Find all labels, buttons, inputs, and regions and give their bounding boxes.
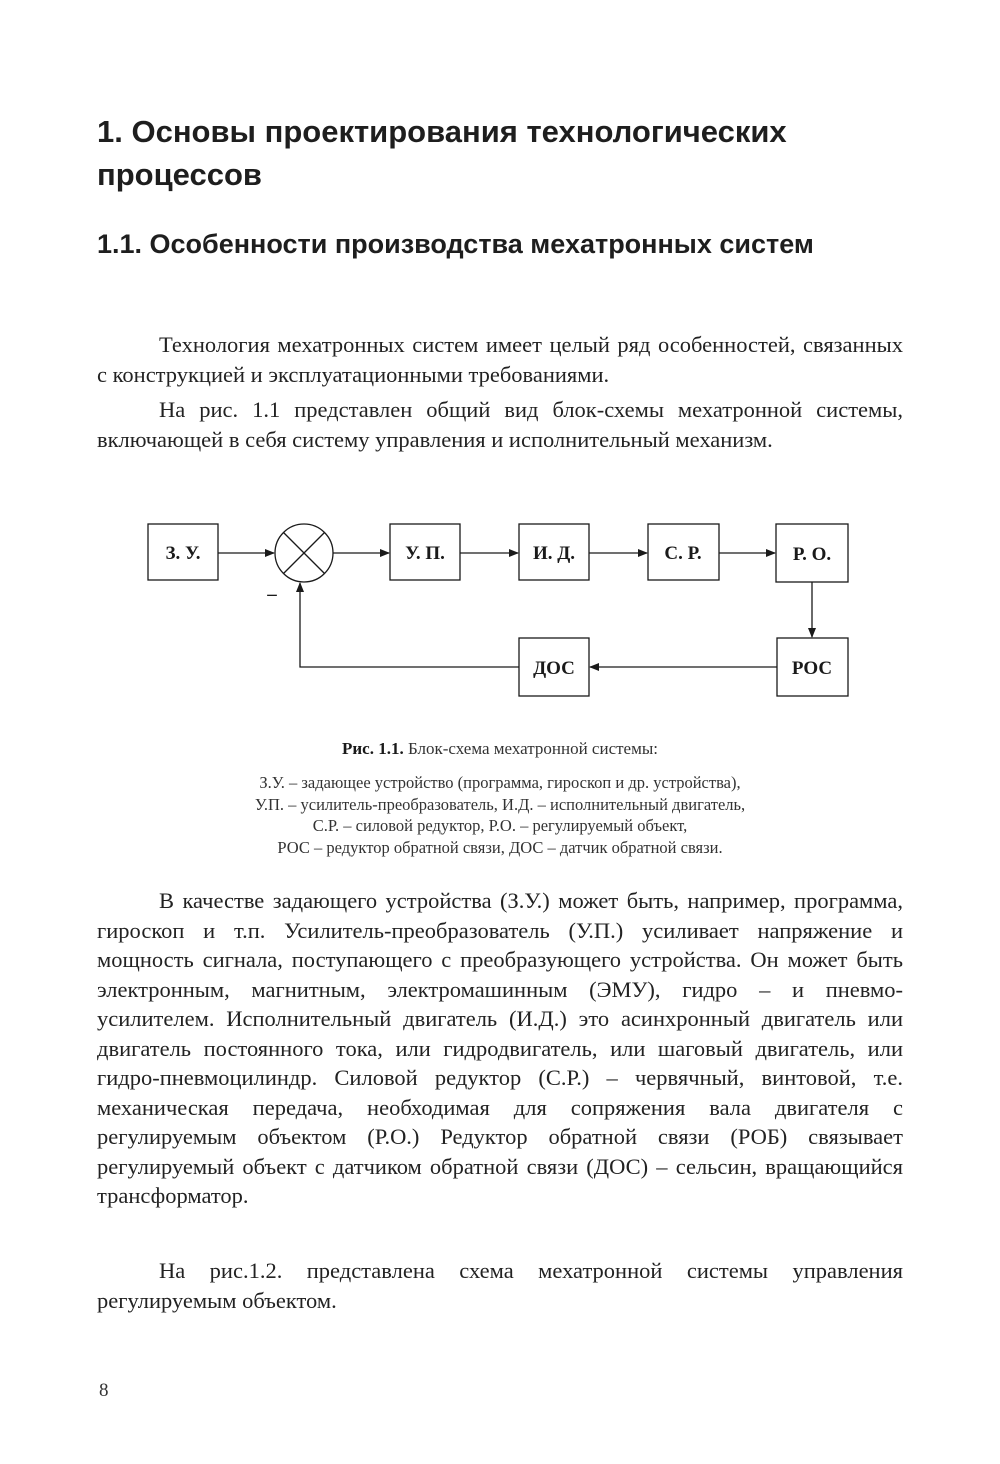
arrow-dos-to-sum (300, 583, 519, 667)
figure-caption (100, 738, 900, 760)
block-dos-label: ДОС (533, 658, 575, 679)
block-diagram (0, 510, 1000, 720)
body-paragraph: В качестве задающего устройства (З.У.) может быть, например, программа, гироскоп и т.п. Усилитель-преобразователь (У.П.) усиливает напряжение и мощность сигнала, поступающего с преобразующего устройства. Он может быть электронным, магнитным, электромашинным (ЭМУ), гидро – и пневмо-усилителем. Исполнительный двигатель (И.Д.) это асинхронный двигатель или двигатель постоянного тока, или гидродвигатель, или шаговый двигатель, или гидро-пневмоцилиндр. Силовой редуктор (С.Р.) – червячный, винтовой, т.е. механическая передача, необходимая для сопряжения вала двигателя с регулируемым объектом (Р.О.) Редуктор обратной связи (РОБ) связывает регулируемый объект с датчиком обратной связи (ДОС) – сельсин, вращающийся трансформатор. (97, 888, 903, 1208)
block-sr-label: С. Р. (664, 543, 702, 564)
block-up-label: У. П. (405, 543, 445, 564)
figure-caption-text: Блок-схема мехатронной системы: (407, 739, 658, 758)
figure-caption-label: Рис. 1.1. (341, 739, 404, 758)
minus-sign: – (267, 584, 277, 605)
legend-line: РОС – редуктор обратной связи, ДОС – датчик обратной связи. (277, 837, 723, 857)
intro-paragraph: Технология мехатронных систем имеет целый ряд особенностей, связанных с конструкцией и эксплуатационными требованиями. (97, 332, 903, 387)
block-zu-label: З. У. (165, 543, 201, 564)
figure-reference-paragraph: На рис. 1.1 представлен общий вид блок-схемы мехатронной системы, включающей в себя систему управления и исполнительный механизм. (97, 397, 903, 452)
page-number: 8 (99, 1380, 109, 1401)
block-ros-label: РОС (791, 658, 833, 679)
legend-line: У.П. – усилитель-преобразователь, И.Д. – исполнительный двигатель, (254, 794, 746, 814)
legend-line: С.Р. – силовой редуктор, Р.О. – регулируемый объект, (312, 816, 688, 835)
summing-junction-icon (275, 524, 333, 582)
section-heading: 1.1. Особенности производства мехатронных систем (97, 229, 814, 259)
figure-legend (100, 772, 900, 858)
chapter-heading: 1. Основы проектирования технологических процессов (97, 114, 787, 192)
block-ro-label: Р. О. (792, 544, 832, 565)
block-id-label: И. Д. (532, 543, 576, 564)
next-figure-paragraph: На рис.1.2. представлена схема мехатронной системы управления регулируемым объектом. (97, 1258, 903, 1313)
legend-line: З.У. – задающее устройство (программа, гироскоп и др. устройства), (259, 773, 741, 792)
